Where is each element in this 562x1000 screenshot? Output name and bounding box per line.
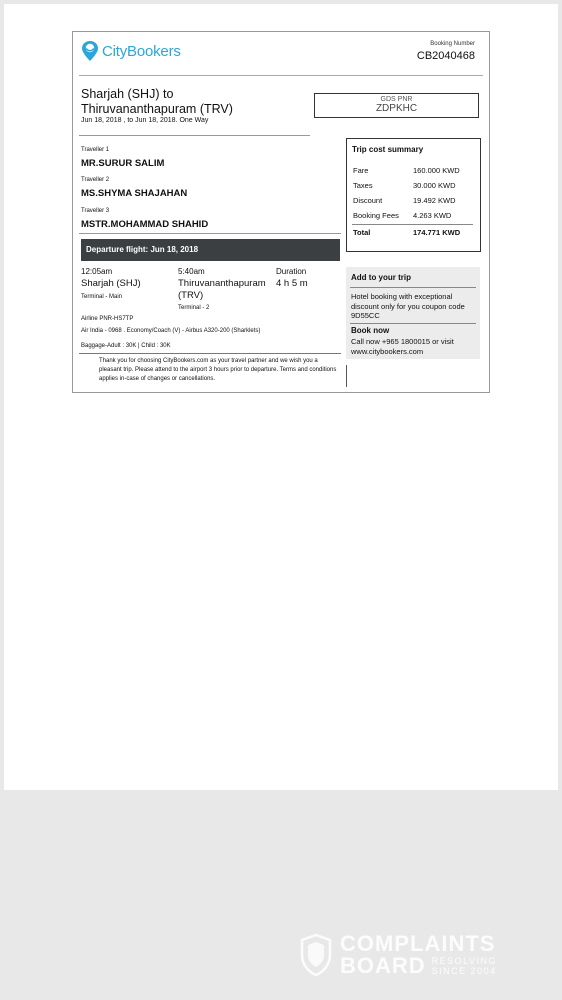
booking-number-label: Booking Number bbox=[430, 41, 475, 47]
cost-label: Discount bbox=[353, 196, 383, 205]
airline-pnr: Airline PNR-HS7TP bbox=[81, 316, 134, 322]
traveller-divider bbox=[79, 233, 341, 234]
cost-value: 160.000 KWD bbox=[413, 166, 460, 175]
watermark-text bbox=[340, 933, 497, 977]
route-dates: Jun 18, 2018 , to Jun 18, 2018. One Way bbox=[81, 117, 209, 124]
cost-label: Taxes bbox=[353, 181, 373, 190]
route-line-2: Thiruvananthapuram (TRV) bbox=[81, 102, 233, 116]
logo-text: CityBookers bbox=[102, 42, 181, 60]
departure-flight-header: Departure flight: Jun 18, 2018 bbox=[81, 239, 340, 261]
arrival-time: 5:40am bbox=[178, 267, 205, 276]
cost-label: Booking Fees bbox=[353, 211, 399, 220]
cost-divider bbox=[352, 224, 473, 225]
traveller-2-label: Traveller 2 bbox=[81, 177, 110, 183]
cost-summary-title: Trip cost summary bbox=[352, 145, 424, 154]
add-divider-2 bbox=[350, 323, 476, 324]
traveller-3-label: Traveller 3 bbox=[81, 208, 110, 214]
gds-pnr-box bbox=[314, 93, 479, 118]
route-line-1: Sharjah (SHJ) to bbox=[81, 87, 174, 101]
origin-terminal: Terminal - Main bbox=[81, 294, 123, 300]
flight-duration: 4 h 5 m bbox=[276, 278, 308, 289]
baggage-info: Baggage-Adult : 30K | Child : 30K bbox=[81, 343, 171, 349]
book-now-title: Book now bbox=[351, 326, 390, 335]
add-to-trip-panel bbox=[346, 267, 480, 359]
add-divider-1 bbox=[350, 287, 476, 288]
watermark-sub-1: RESOLVING bbox=[431, 956, 498, 966]
panel-vertical-rule bbox=[346, 365, 347, 387]
destination-terminal: Terminal - 2 bbox=[178, 305, 210, 311]
total-value: 174.771 KWD bbox=[413, 228, 461, 237]
trip-cost-summary bbox=[346, 138, 481, 252]
add-to-trip-title: Add to your trip bbox=[351, 273, 411, 282]
departure-time: 12:05am bbox=[81, 267, 113, 276]
flight-divider bbox=[79, 353, 341, 354]
watermark-line-2: BOARD bbox=[340, 953, 426, 978]
duration-label: Duration bbox=[276, 267, 307, 276]
shield-icon bbox=[300, 933, 332, 977]
book-now-text: Call now +965 1800015 or visit www.citybookers.com bbox=[351, 337, 454, 356]
citybookers-logo bbox=[81, 40, 181, 62]
origin-airport: Sharjah (SHJ) bbox=[81, 278, 141, 289]
e-ticket bbox=[72, 31, 490, 393]
traveller-3-name: MSTR.MOHAMMAD SHAHID bbox=[81, 219, 209, 230]
watermark-sub-2: SINCE 2004 bbox=[431, 966, 497, 976]
document-page bbox=[4, 4, 558, 790]
complaints-board-watermark bbox=[300, 933, 497, 977]
gds-pnr-value: ZDPKHC bbox=[375, 103, 418, 114]
flight-info: Air India - 0968 . Economy/Coach (V) - Airbus A320-200 (Sharklets) bbox=[81, 328, 261, 334]
traveller-2-name: MS.SHYMA SHAJAHAN bbox=[81, 188, 188, 199]
cost-value: 30.000 KWD bbox=[413, 181, 456, 190]
cost-label: Fare bbox=[353, 166, 369, 175]
logo-pin-icon bbox=[81, 40, 99, 62]
hotel-offer-text: Hotel booking with exceptional discount only for you coupon code 9D55CC bbox=[351, 292, 465, 320]
route-divider bbox=[79, 135, 310, 136]
destination-airport bbox=[178, 278, 266, 302]
header-divider bbox=[79, 75, 483, 76]
cost-value: 19.492 KWD bbox=[413, 196, 456, 205]
watermark-line-2-row bbox=[340, 955, 497, 977]
cost-value: 4.263 KWD bbox=[413, 211, 452, 220]
thank-you-note: Thank you for choosing CityBookers.com as your travel partner and we wish you a pleasant trip. Please attend to the airport 3 hours prior to departure. Terms and conditions applies in-case of changes or cancellations. bbox=[99, 358, 337, 382]
booking-number: CB2040468 bbox=[416, 50, 475, 62]
gds-pnr-label: GDS PNR bbox=[380, 96, 413, 103]
destination-line-2: (TRV) bbox=[178, 290, 204, 301]
traveller-1-label: Traveller 1 bbox=[81, 147, 110, 153]
traveller-1-name: MR.SURUR SALIM bbox=[81, 158, 165, 169]
route-title bbox=[81, 87, 321, 117]
total-label: Total bbox=[353, 228, 371, 237]
watermark-line-1: COMPLAINTS bbox=[340, 931, 496, 956]
destination-line-1: Thiruvananthapuram bbox=[178, 278, 266, 289]
watermark-sub bbox=[432, 956, 497, 976]
